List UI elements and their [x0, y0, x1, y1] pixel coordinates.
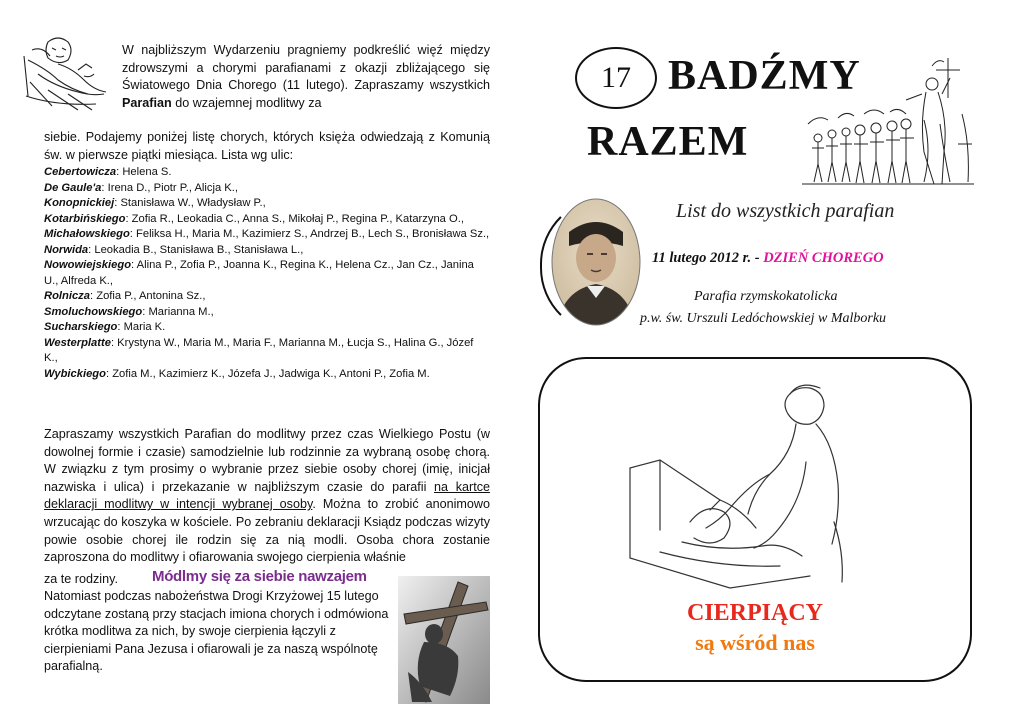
street-name: Nowowiejskiego [44, 259, 132, 271]
sick-person-sketch [18, 30, 114, 118]
caption-line-2: są wśród nas [695, 630, 815, 655]
street-name: Wybickiego [44, 367, 106, 380]
procession-sketch [798, 54, 978, 188]
intro-text-2: siebie. Podajemy poniżej listę chorych, których księża odwiedzają z Komunią św. w pierwsze piątki miesiąca. Lista wg ulic: [44, 130, 490, 162]
date-line [652, 250, 884, 267]
saint-portrait [551, 198, 641, 326]
street-name: Rolnicza [44, 290, 91, 302]
street-people: Helena S. [122, 166, 172, 178]
intro-bold-word: Parafian [122, 95, 172, 110]
street-people: Zofia P., Antonina Sz., [96, 290, 206, 302]
street-entry: Rolnicza: Zofia P., Antonina Sz., [44, 290, 206, 302]
invite-text: Zapraszamy wszystkich Parafian do modlitwy przez czas Wielkiego Postu (w dowolnej formie i czasie) samodzielnie lub rodzinnie za wybraną osobę chorą. W związku z tym prosimy o wybranie przez siebie osoby chorej (imię, inicjał nazwiska i ulica) i przekazanie w najbliższym czasie do parafii [44, 427, 490, 494]
street-name: Konopnickiej [44, 197, 115, 209]
day-of-sick-label: DZIEŃ CHOREGO [763, 250, 884, 266]
street-entry: Cebertowicza: Helena S. [44, 166, 172, 178]
street-entry: Kotarbińskiego: Zofia R., Leokadia C., Anna S., Mikołaj P., Regina P., Katarzyna O., [44, 212, 464, 225]
issue-number-badge: 17 [575, 47, 657, 109]
nurse-caring-sketch [620, 372, 880, 600]
invite-underlined-text: na kartce deklaracji modlitwy w intencji wybranej osoby [44, 479, 490, 512]
street-entry: De Gaule'a: Irena D., Piotr P., Alicja K., [44, 181, 238, 194]
street-people: Zofia M., Kazimierz K., Józefa J., Jadwiga K., Antoni P., Zofia M. [112, 367, 430, 380]
prayer-heading: Módlmy się za siebie nawzajem [152, 568, 367, 585]
street-people: Marianna M., [148, 305, 214, 318]
invite-text-2: . Można to zrobić anonimowo wrzucając do koszyka w kościele. Po zebraniu deklaracji Ksiądz podczas wizyty powie osobie chorej ile rodzin się za nią modli. Osoba chora zostanie zaproszona do modlitwy i ofiarowania swojego cierpienia właśnie [44, 497, 490, 565]
street-people: Stanisława W., Władysław P., [120, 197, 266, 209]
street-people: Alina P., Zofia P., Joanna K., Regina K., Helena Cz., Jan Cz., Janina U., Alfreda K., [44, 259, 474, 287]
street-name: Cebertowicza [44, 166, 117, 178]
street-people: Zofia R., Leokadia C., Anna S., Mikołaj P., Regina P., Katarzyna O., [131, 212, 464, 225]
street-name: Westerplatte [44, 336, 111, 349]
street-entry: Sucharskiego: Maria K. [44, 321, 166, 333]
street-entry: Michałowskiego: Feliksa H., Maria M., Kazimierz S., Andrzej B., Lech S., Bronisława Sz., [44, 228, 490, 240]
intro-paragraph [122, 42, 490, 112]
way-of-cross-image [398, 576, 490, 704]
street-name: Sucharskiego [44, 321, 118, 333]
street-entry: Westerplatte: Krystyna W., Maria M., Maria F., Marianna M., Łucja S., Halina G., Józef K., [44, 336, 474, 364]
street-people: Maria K. [123, 321, 166, 333]
closing-paragraph: Natomiast podczas nabożeństwa Drogi Krzyżowej 15 lutego odczytane zostaną przy stacjach imiona chorych i odmówiona krótka modlitwa za nich, by swoje cierpienia łączyli z cierpieniami Pana Jezusa i ofiarowali je za naszą wspólnotę parafialną. [44, 589, 389, 674]
street-entry: Norwida: Leokadia B., Stanisława B., Stanisława L., [44, 243, 304, 256]
street-entry: Smoluchowskiego: Marianna M., [44, 305, 214, 318]
street-people: Irena D., Piotr P., Alicja K., [107, 181, 238, 194]
intro-paragraph-2 [44, 129, 490, 164]
street-name: De Gaule'a [44, 181, 102, 194]
street-name: Michałowskiego [44, 228, 130, 240]
intro-text-rest: do wzajemnej modlitwy za [175, 95, 322, 110]
invite-paragraph [44, 426, 490, 567]
caption-line-1: CIERPIĄCY [686, 600, 823, 626]
street-name: Smoluchowskiego [44, 305, 143, 318]
parish-line-2: p.w. św. Urszuli Ledóchowskiej w Malborku [640, 311, 887, 326]
street-entry: Nowowiejskiego: Alina P., Zofia P., Joanna K., Regina K., Helena Cz., Jan Cz., Janina U., Alfreda K., [44, 259, 474, 287]
street-entry: Wybickiego: Zofia M., Kazimierz K., Józefa J., Jadwiga K., Antoni P., Zofia M. [44, 367, 430, 380]
title-line-2: RAZEM [587, 119, 749, 165]
street-people: Krystyna W., Maria M., Maria F., Marianna M., Łucja S., Halina G., Józef K., [44, 336, 474, 364]
subtitle: List do wszystkich parafian [676, 200, 895, 222]
street-name: Norwida [44, 243, 89, 256]
issue-date: 11 lutego 2012 r. - [652, 250, 760, 266]
street-people: Leokadia B., Stanisława B., Stanisława L., [94, 243, 304, 256]
street-people: Feliksa H., Maria M., Kazimierz S., Andrzej B., Lech S., Bronisława Sz., [136, 228, 490, 240]
intro-text: W najbliższym Wydarzeniu pragniemy podkreślić więź między zdrowszymi a chorymi parafianami z okazji zbliżającego się Światowego Dnia Chorego (11 lutego). Zapraszamy wszystkich [122, 43, 490, 93]
street-entry: Konopnickiej: Stanisława W., Władysław P., [44, 197, 266, 209]
street-name: Kotarbińskiego [44, 212, 126, 225]
parish-line-1: Parafia rzymskokatolicka [694, 289, 838, 304]
title-line-1: BADŹMY [668, 53, 861, 99]
invite-last-line: za te rodziny. [44, 572, 118, 586]
street-list [44, 165, 490, 382]
